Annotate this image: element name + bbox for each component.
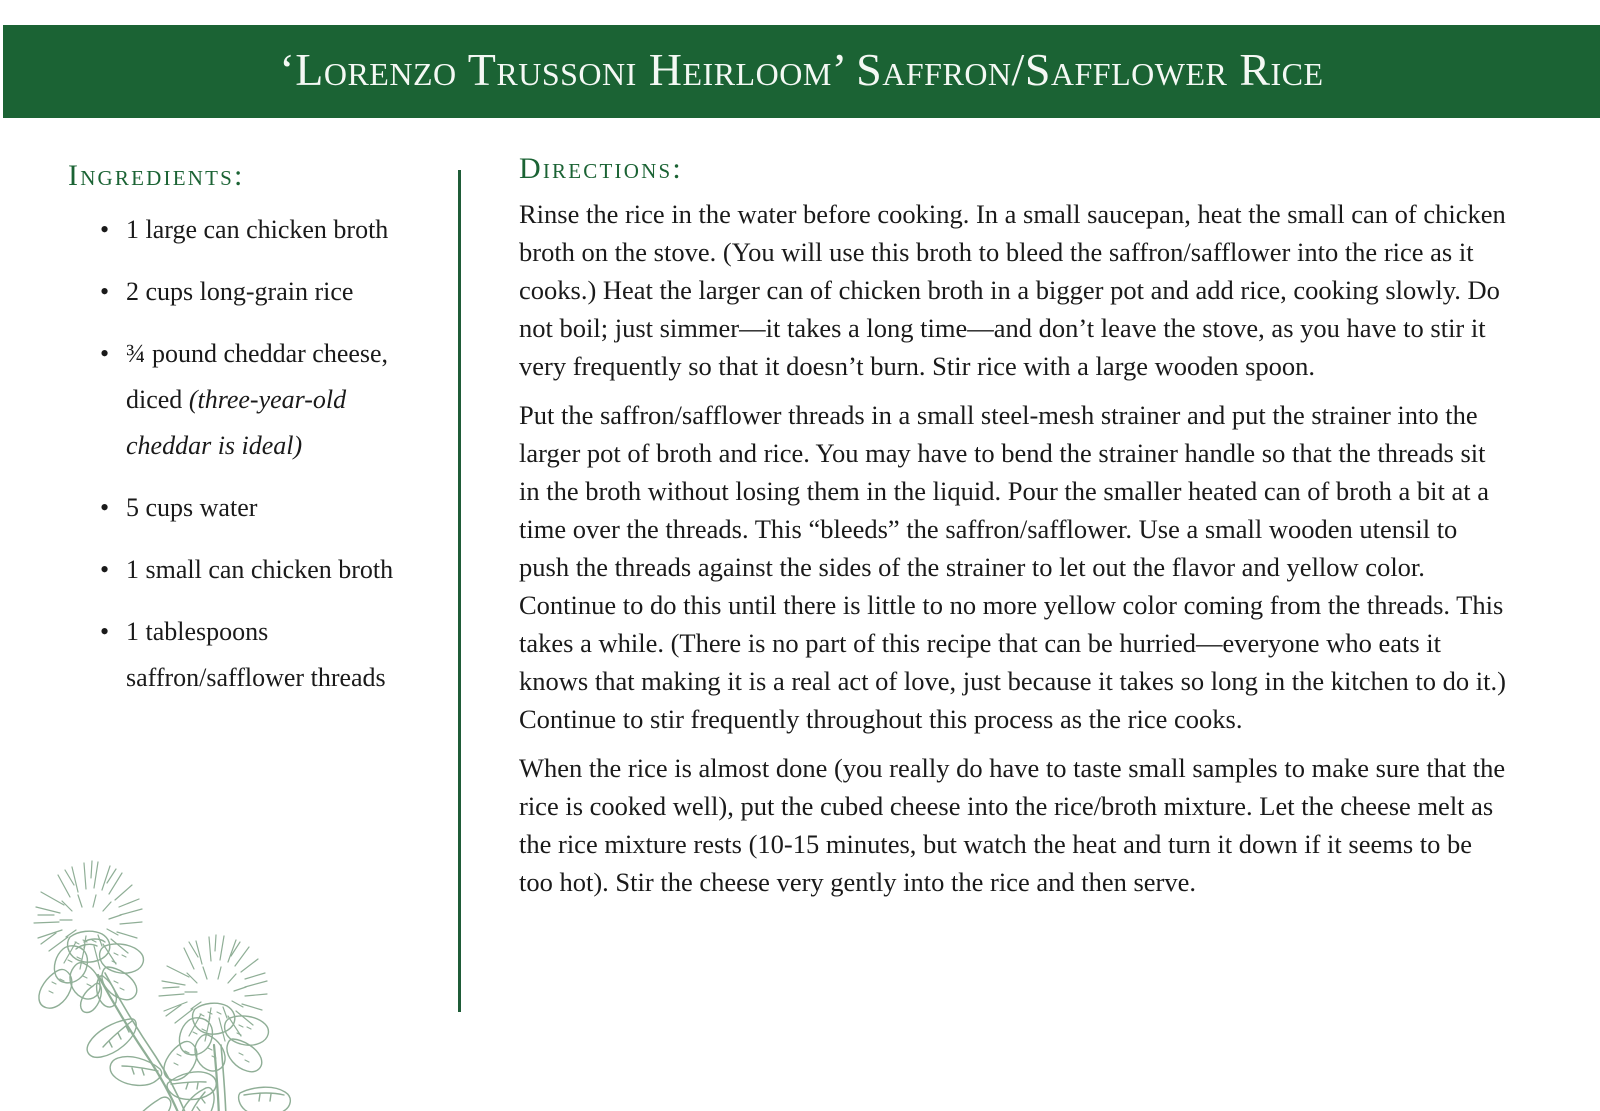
bullet-icon: •	[100, 555, 110, 584]
list-item	[100, 331, 426, 469]
ingredients-list	[0, 207, 430, 701]
column-divider	[458, 170, 461, 1012]
list-item	[100, 547, 426, 593]
recipe-body	[0, 118, 1600, 1111]
ingredient-text: 1 large can chicken broth	[126, 215, 389, 244]
bullet-icon: •	[100, 215, 110, 244]
bullet-icon: •	[100, 339, 110, 368]
direction-paragraph: Put the saffron/safflower threads in a small steel-mesh strainer and put the strainer into the larger pot of broth and rice. You may have to bend the strainer handle so that the threads sit in the broth without losing them in the liquid. Pour the smaller heated can of broth a bit at a time over the threads. This “bleeds” the saffron/safflower. Use a small wooden utensil to push the threads against the sides of the strainer to let out the flavor and yellow color. Continue to do this until there is little to no more yellow color coming from the threads. This takes a while. (There is no part of this recipe that can be hurried—everyone who eats it knows that making it is a real act of love, just because it takes so long in the kitchen to do it.) Continue to stir frequently throughout this process as the rice cooks.	[519, 400, 1506, 734]
directions-column	[519, 118, 1507, 901]
directions-body	[519, 195, 1507, 901]
ingredient-text: 2 cups long-grain rice	[126, 277, 354, 306]
list-item	[100, 269, 426, 315]
direction-paragraph: Rinse the rice in the water before cooking. In a small saucepan, heat the small can of chicken broth on the stove. (You will use this broth to bleed the saffron/safflower into the rice as it cooks.) Heat the larger can of chicken broth in a bigger pot and add rice, cooking slowly. Do not boil; just simmer—it takes a long time—and don’t leave the stove, as you have to stir it very frequently so that it doesn’t burn. Stir rice with a large wooden spoon.	[519, 199, 1506, 381]
ingredient-note: (three-year-old cheddar is ideal)	[126, 385, 347, 460]
list-item	[100, 485, 426, 531]
direction-paragraph: When the rice is almost done (you really do have to taste small samples to make sure that the rice is cooked well), put the cubed cheese into the rice/broth mixture. Let the cheese melt as the rice mixture rests (10-15 minutes, but watch the heat and turn it down if it seems to be too hot). Stir the cheese very gently into the rice and then serve.	[519, 753, 1506, 897]
ingredient-text: 1 small can chicken broth	[126, 555, 394, 584]
ingredient-text: 1 tablespoons saffron/safflower threads	[126, 617, 386, 692]
list-item	[100, 207, 426, 253]
list-item	[100, 609, 426, 701]
bullet-icon: •	[100, 617, 110, 646]
ingredients-column	[0, 118, 430, 701]
bullet-icon: •	[100, 277, 110, 306]
title-banner	[3, 25, 1600, 118]
bullet-icon: •	[100, 493, 110, 522]
page-title: ‘Lorenzo Trussoni Heirloom’ Saffron/Safflower Rice	[279, 43, 1324, 95]
ingredients-heading: Ingredients:	[68, 159, 245, 192]
directions-heading: Directions:	[519, 152, 683, 185]
ingredient-text: ¾ pound cheddar cheese, diced	[126, 339, 389, 414]
ingredient-text: 5 cups water	[126, 493, 258, 522]
